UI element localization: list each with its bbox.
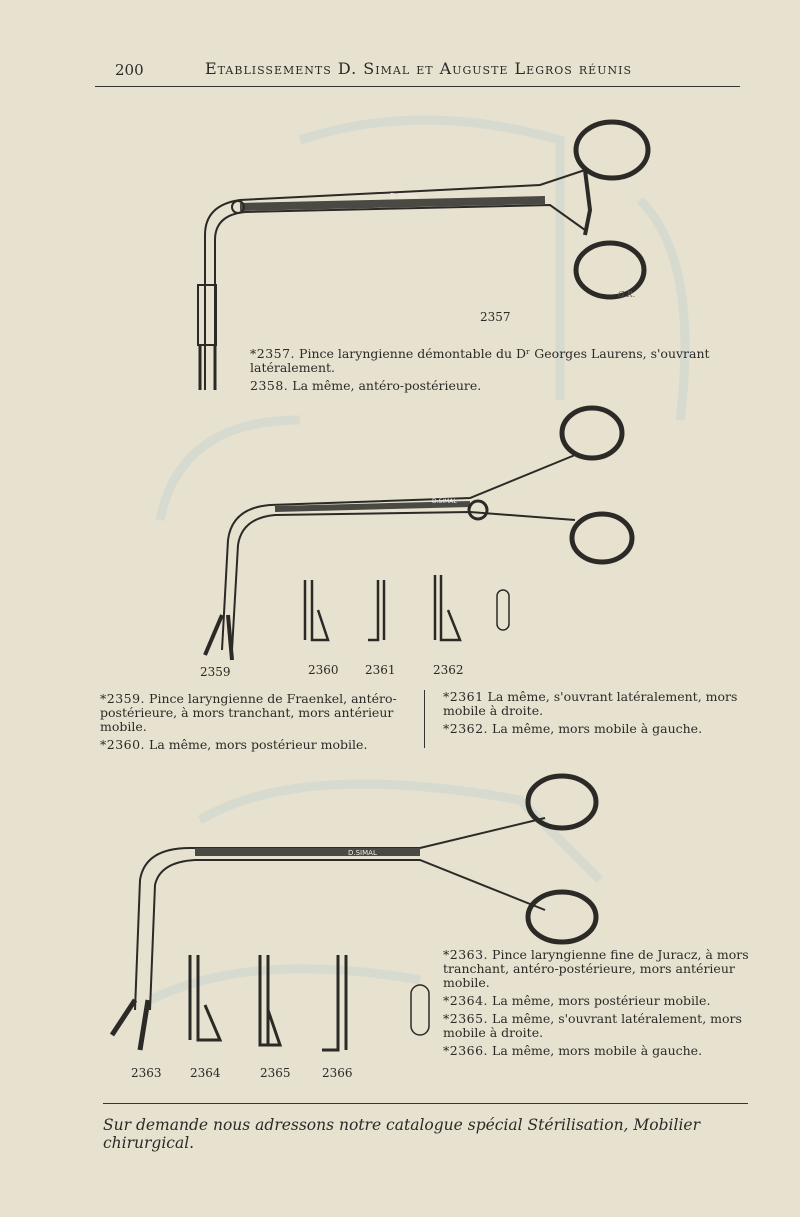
figure-number-2366: 2366 [322,1066,353,1080]
figure-number-2362: 2362 [433,663,464,677]
forceps-2359-illustration [205,408,632,660]
entry-2357: *2357. Pince laryngienne démontable du Dʳ Georges Laurens, s'ouvrant latéralement. [250,346,710,375]
entry-2361: *2361 La même, s'ouvrant latéralement, mors mobile à droite. [443,689,738,718]
page-number: 200 [115,61,144,79]
figure-number-2363: 2363 [131,1066,162,1080]
entry-2363: *2363. Pince laryngienne fine de Juracz, à mors tranchant, antéro-postérieure, mors antérieur mobile. [443,947,749,990]
figure-number-2359: 2359 [200,665,231,679]
brand-mark-2359: D.SIMAL [432,498,457,505]
figure-number-2360: 2360 [308,663,339,677]
figure-number-2365: 2365 [260,1066,291,1080]
entry-2360: *2360. La même, mors postérieur mobile. [100,737,368,752]
description-2357-2358 [250,347,750,397]
figure-number-2364: 2364 [190,1066,221,1080]
jaw-details-2360-2362 [305,575,509,640]
footer-note: Sur demande nous adressons notre catalogue spécial Stérilisation, Mobilier chirurgical. [103,1116,700,1152]
figure-number-2361: 2361 [365,663,396,677]
engraver-signature: G.R. [618,290,636,299]
description-2361-2362 [443,690,753,740]
entry-2358: 2358. La même, antéro-postérieure. [250,378,482,393]
entry-2364: *2364. La même, mors postérieur mobile. [443,993,711,1008]
entry-2365: *2365. La même, s'ouvrant latéralement, mors mobile à droite. [443,1011,742,1040]
brand-mark-2363: D.SIMAL [348,849,377,857]
running-title: Etablissements D. Simal et Auguste Legros réunis [205,59,632,78]
footer-rule [103,1103,748,1104]
entry-2366: *2366. La même, mors mobile à gauche. [443,1043,703,1058]
description-2363-2366 [443,948,753,1062]
description-2359-2360 [100,692,410,756]
jaw-details-2364-2366 [190,955,429,1050]
figure-number-2357: 2357 [480,310,511,324]
brand-mark-2357: D.SIMAL [390,192,419,200]
entry-2359: *2359. Pince laryngienne de Fraenkel, antéro-postérieure, à mors tranchant, mors antérieur mobile. [100,691,397,734]
entry-2362: *2362. La même, mors mobile à gauche. [443,721,703,736]
column-divider [424,690,425,748]
